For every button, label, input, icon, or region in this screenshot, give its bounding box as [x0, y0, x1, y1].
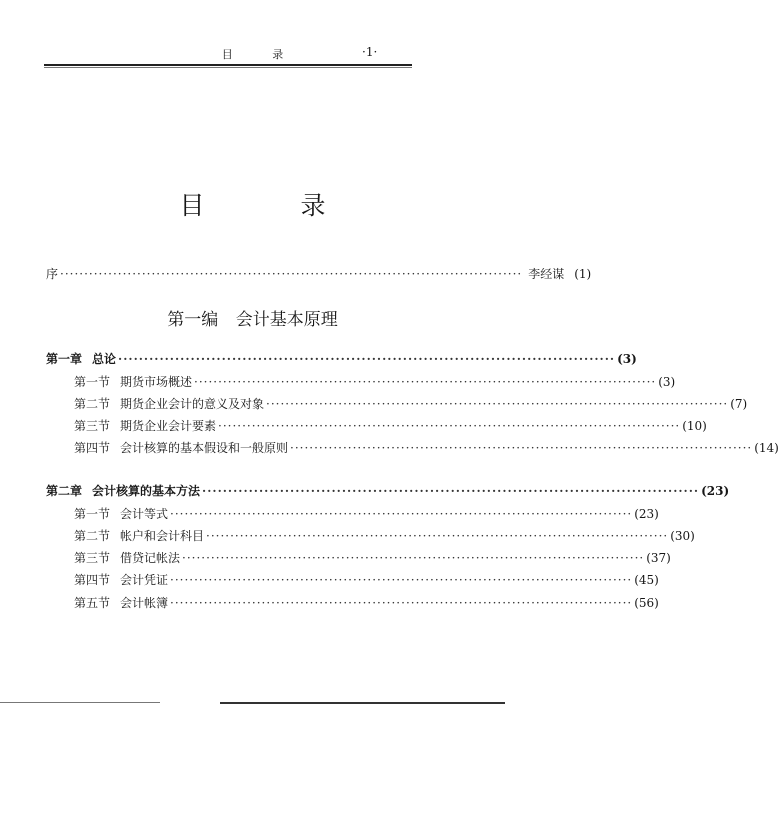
part-title: 会计基本原理 — [235, 310, 338, 330]
leader-dots: ································································································ — [170, 507, 633, 521]
section-label: 第五节 会计帐簿 — [74, 596, 169, 610]
toc-section-row[interactable] — [74, 527, 695, 544]
leader-dots: ································································································ — [170, 596, 633, 610]
leader-dots: ································································································ — [202, 484, 700, 498]
section-label: 第三节 期货企业会计要素 — [74, 419, 217, 433]
leader-dots: ································································································ — [182, 551, 645, 565]
toc-section-row[interactable] — [74, 439, 779, 456]
preface-label: 序 — [46, 267, 59, 281]
leader-dots: ································································································ — [266, 397, 729, 411]
chapter-label: 第二章 会计核算的基本方法 — [46, 484, 201, 498]
part-heading — [0, 305, 505, 330]
leader-dots: ································································································ — [118, 352, 616, 366]
toc-chapter-row[interactable] — [46, 482, 730, 499]
section-label: 第四节 会计凭证 — [74, 573, 169, 587]
toc-section-row[interactable] — [74, 373, 676, 390]
page-ref: (30) — [670, 529, 695, 543]
footer-rule — [220, 702, 505, 704]
toc-section-row[interactable] — [74, 417, 707, 434]
section-label: 第一节 期货市场概述 — [74, 375, 193, 389]
leader-dots: ································································································ — [170, 573, 633, 587]
page-ref: (45) — [634, 573, 659, 587]
section-label: 第一节 会计等式 — [74, 507, 169, 521]
page-title: 目 录 — [179, 191, 370, 220]
page-ref: (7) — [730, 397, 748, 411]
page-ref: (1) — [574, 267, 592, 281]
section-label: 第三节 借贷记帐法 — [74, 551, 181, 565]
toc-section-row[interactable] — [74, 505, 659, 522]
leader-dots: ································································································ — [290, 441, 753, 455]
page-number: ·1· — [362, 45, 378, 59]
section-label: 第二节 帐户和会计科目 — [74, 529, 205, 543]
leader-dots: ································································································ — [194, 375, 657, 389]
page-ref: (56) — [634, 596, 659, 610]
page-ref: (37) — [646, 551, 671, 565]
page-ref: (3) — [658, 375, 676, 389]
running-header-title: 目 录 — [221, 48, 302, 61]
toc-preface-row[interactable] — [46, 265, 592, 282]
section-label: 第四节 会计核算的基本假设和一般原则 — [74, 441, 289, 455]
page-ref: (23) — [634, 507, 659, 521]
page-ref: (23) — [701, 484, 730, 498]
page-ref: (10) — [682, 419, 707, 433]
footer-rule — [0, 702, 160, 703]
preface-author: 李经谋 — [528, 267, 565, 281]
page-ref: (3) — [617, 352, 637, 366]
page-ref: (14) — [754, 441, 779, 455]
leader-dots: ································································································ — [206, 529, 669, 543]
leader-dots: ································································································ — [60, 267, 523, 281]
toc-section-row[interactable] — [74, 395, 748, 412]
toc-section-row[interactable] — [74, 594, 659, 611]
header-rule — [44, 64, 412, 66]
toc-section-row[interactable] — [74, 549, 671, 566]
chapter-label: 第一章 总论 — [46, 352, 117, 366]
section-label: 第二节 期货企业会计的意义及对象 — [74, 397, 265, 411]
header-rule-thin — [44, 67, 412, 68]
toc-chapter-row[interactable] — [46, 350, 637, 367]
leader-dots: ································································································ — [218, 419, 681, 433]
part-number: 第一编 — [167, 310, 219, 330]
toc-section-row[interactable] — [74, 571, 659, 588]
